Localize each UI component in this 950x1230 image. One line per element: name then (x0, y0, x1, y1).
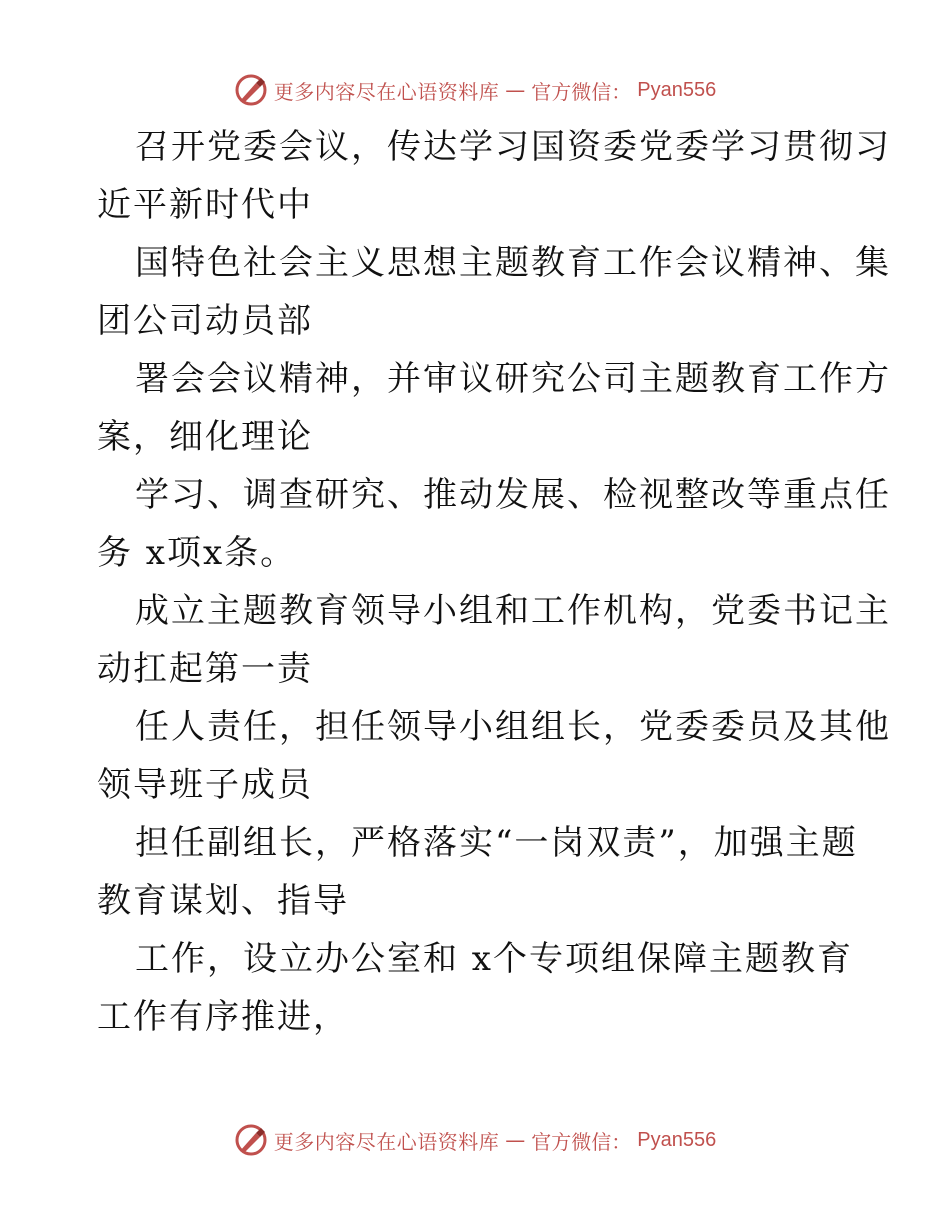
paragraph (97, 466, 891, 582)
paragraph (97, 698, 891, 814)
header-watermark (0, 70, 950, 110)
watermark-contact-handle: Pyan556 (637, 78, 717, 101)
paragraph-line: 团公司动员部 (97, 301, 313, 341)
paragraph-line: 领导班子成员 (97, 765, 313, 805)
paragraph-line: 务 x项x条。 (97, 533, 297, 573)
watermark-contact-handle: Pyan556 (637, 1128, 717, 1151)
paragraph-line: 动扛起第一责 (97, 649, 313, 689)
paragraph (97, 350, 891, 466)
paragraph (97, 582, 891, 698)
paragraph-line: 教育谋划、指导 (97, 881, 349, 921)
paragraph-line: 成立主题教育领导小组和工作机构，党委书记主 (135, 591, 891, 631)
watermark-contact-label: 官方微信： (531, 79, 632, 104)
watermark-text: 更多内容尽在心语资料库 (273, 1129, 500, 1154)
paragraph-line: 担任副组长，严格落实“一岗双责”，加强主题 (135, 823, 858, 863)
document-body (97, 118, 891, 1046)
pen-logo-icon (234, 1123, 268, 1157)
pen-logo-icon (234, 73, 268, 107)
paragraph-line: 近平新时代中 (97, 185, 313, 225)
watermark-contact-label: 官方微信： (531, 1129, 632, 1154)
paragraph-line: 署会会议精神，并审议研究公司主题教育工作方 (135, 359, 891, 399)
paragraph (97, 930, 857, 1046)
paragraph-line: 国特色社会主义思想主题教育工作会议精神、集 (135, 243, 891, 283)
watermark-text: 更多内容尽在心语资料库 (273, 79, 500, 104)
paragraph-line: 工作有序推进， (97, 997, 349, 1037)
paragraph-line: 案，细化理论 (97, 417, 313, 457)
footer-watermark (0, 1120, 950, 1160)
paragraph (97, 814, 857, 930)
watermark-separator: — (505, 1128, 526, 1152)
paragraph-line: 工作，设立办公室和 x个专项组保障主题教育 (135, 939, 853, 979)
paragraph (97, 118, 891, 234)
watermark-separator: — (505, 78, 526, 102)
paragraph-line: 任人责任，担任领导小组组长，党委委员及其他 (135, 707, 891, 747)
paragraph (97, 234, 891, 350)
paragraph-line: 召开党委会议，传达学习国资委党委学习贯彻习 (135, 127, 891, 167)
paragraph-line: 学习、调查研究、推动发展、检视整改等重点任 (135, 475, 891, 515)
